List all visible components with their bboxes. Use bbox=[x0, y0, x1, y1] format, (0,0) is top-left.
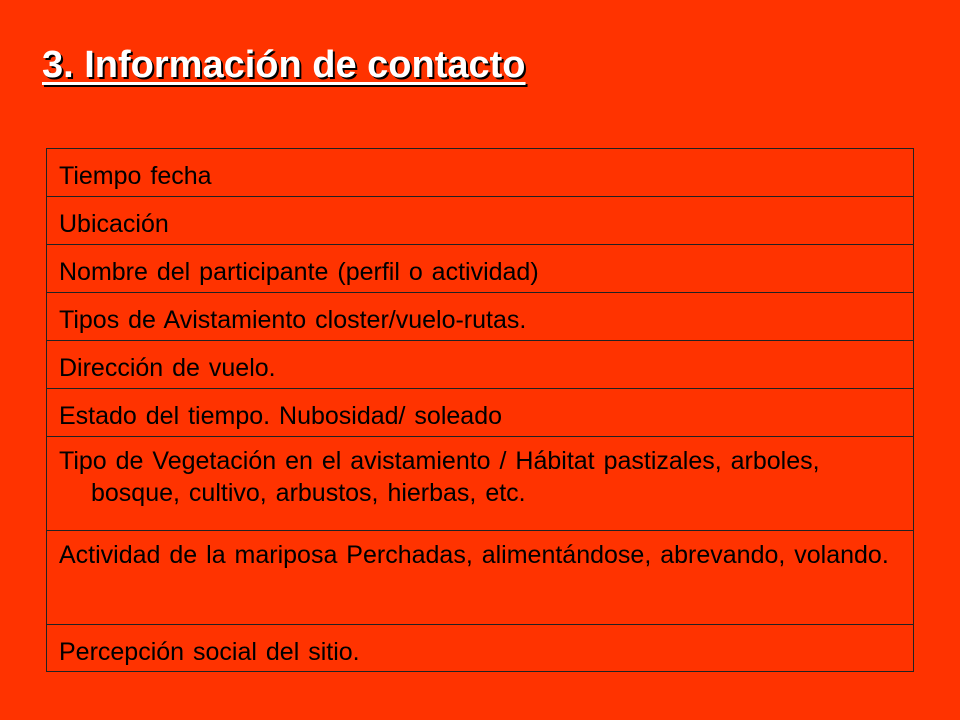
table-row bbox=[47, 149, 913, 197]
table-cell: Tipos de Avistamiento closter/vuelo-rutas. bbox=[59, 306, 527, 334]
table-cell: Tipo de Vegetación en el avistamiento / Hábitat pastizales, arboles, bosque, cultivo, arbustos, hierbas, etc. bbox=[59, 447, 820, 507]
table-row bbox=[47, 437, 913, 531]
slide-title: 3. Información de contacto bbox=[42, 44, 526, 86]
table-cell: Actividad de la mariposa Perchadas, alimentándose, abrevando, volando. bbox=[59, 541, 889, 569]
table-row bbox=[47, 531, 913, 625]
table-row bbox=[47, 389, 913, 437]
contact-info-table bbox=[46, 148, 914, 672]
table-row bbox=[47, 245, 913, 293]
table-cell: Dirección de vuelo. bbox=[59, 354, 276, 382]
table-row bbox=[47, 341, 913, 389]
table-cell: Ubicación bbox=[59, 210, 169, 238]
table-cell: Nombre del participante (perfil o actividad) bbox=[59, 258, 539, 286]
table-cell: Tiempo fecha bbox=[59, 162, 212, 190]
table-cell: Estado del tiempo. Nubosidad/ soleado bbox=[59, 402, 503, 430]
table-row bbox=[47, 293, 913, 341]
table-row bbox=[47, 625, 913, 671]
table-row bbox=[47, 197, 913, 245]
table-cell: Percepción social del sitio. bbox=[59, 638, 360, 666]
